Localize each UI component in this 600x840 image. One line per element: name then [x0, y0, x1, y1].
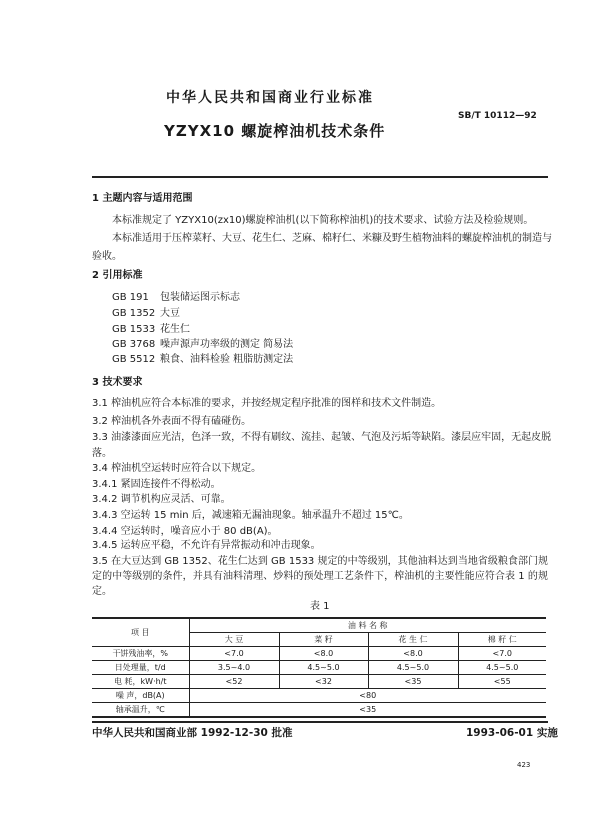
clause: 3.4.3 空运转 15 min 后，减速箱无漏油现象。轴承温升不超过 15℃。: [92, 510, 409, 521]
clause: 3.4.1 紧固连接件不得松动。: [92, 479, 221, 490]
standard-code: SB/T 10112—92: [458, 111, 537, 121]
section-3-heading: 3 技术要求: [92, 377, 143, 388]
clause: 定的中等级别的条件，并具有油料清理、炒料的预处理工艺条件下，榨油机的主要性能应符合表 1 的规: [92, 571, 548, 582]
clause: 3.1 榨油机应符合本标准的要求，并按经规定程序批准的图样和技术文件制造。: [92, 398, 442, 409]
reference-name: 大豆: [160, 308, 180, 319]
item-header: 项 目: [92, 618, 189, 647]
issuing-body: 中华人民共和国商业行业标准: [166, 90, 374, 106]
clause: 3.4.4 空运转时，噪音应小于 80 dB(A)。: [92, 526, 278, 537]
clause: 3.4.5 运转应平稳，不允许有异常振动和冲击现象。: [92, 540, 321, 551]
clause: 定。: [92, 586, 112, 597]
clause: 3.4 榨油机空运转时应符合以下规定。: [92, 463, 262, 474]
reference-code: GB 1533: [112, 324, 156, 335]
reference-code: GB 3768: [112, 339, 156, 350]
header-rule: [92, 176, 548, 178]
cell: <8.0: [279, 647, 368, 661]
reference-code: GB 1352: [112, 308, 156, 319]
row-label: 噪 声，dB(A): [92, 689, 189, 703]
column-header: 棉 籽 仁: [458, 633, 546, 647]
performance-table: [92, 617, 546, 718]
table-row: [92, 647, 546, 661]
reference-name: 花生仁: [160, 324, 190, 335]
clause: 落。: [92, 448, 112, 459]
column-header: 大 豆: [189, 633, 279, 647]
column-header: 菜 籽: [279, 633, 368, 647]
paragraph: 验收。: [92, 251, 122, 262]
row-label: 干饼残油率，%: [92, 647, 189, 661]
row-label: 日处理量，t/d: [92, 661, 189, 675]
section-1-heading: 1 主题内容与适用范围: [92, 193, 193, 204]
reference-name: 噪声源声功率级的测定 简易法: [160, 339, 294, 350]
cell: <35: [368, 675, 458, 689]
cell: <55: [458, 675, 546, 689]
cell: <35: [189, 703, 546, 718]
reference-name: 包装储运图示标志: [160, 292, 240, 303]
cell: <7.0: [189, 647, 279, 661]
paragraph: 本标准适用于压榨菜籽、大豆、花生仁、芝麻、棉籽仁、米糠及野生植物油料的螺旋榨油机的制造与: [112, 233, 552, 244]
clause: 3.5 在大豆达到 GB 1352、花生仁达到 GB 1533 规定的中等级别，其他油料达到当地省级粮食部门规: [92, 556, 548, 567]
table-caption: 表 1: [310, 601, 330, 612]
table-row: [92, 703, 546, 718]
group-header: 油 料 名 称: [189, 618, 546, 633]
section-2-heading: 2 引用标准: [92, 270, 143, 281]
cell: <80: [189, 689, 546, 703]
clause: 3.2 榨油机各外表面不得有磕碰伤。: [92, 416, 252, 427]
cell: <7.0: [458, 647, 546, 661]
column-header: 花 生 仁: [368, 633, 458, 647]
reference-name: 粮食、油料检验 粗脂肪测定法: [160, 354, 294, 365]
table-row: [92, 661, 546, 675]
table-row: [92, 689, 546, 703]
reference-code: GB 5512: [112, 354, 156, 365]
document-title: YZYX10 螺旋榨油机技术条件: [164, 122, 386, 140]
clause: 3.4.2 调节机构应灵活、可靠。: [92, 494, 231, 505]
row-label: 电 耗，kW·h/t: [92, 675, 189, 689]
approval-date: 中华人民共和国商业部 1992-12-30 批准: [92, 727, 293, 739]
cell: 4.5~5.0: [279, 661, 368, 675]
page-number: 423: [517, 761, 531, 769]
reference-code: GB 191: [112, 292, 149, 303]
cell: <52: [189, 675, 279, 689]
cell: <32: [279, 675, 368, 689]
cell: <8.0: [368, 647, 458, 661]
cell: 4.5~5.0: [368, 661, 458, 675]
paragraph: 本标准规定了 YZYX10(zx10)螺旋榨油机(以下简称榨油机)的技术要求、试验方法及检验规则。: [112, 215, 534, 226]
effective-date: 1993-06-01 实施: [466, 727, 558, 739]
cell: 4.5~5.0: [458, 661, 546, 675]
clause: 3.3 油漆漆面应光洁，色泽一致，不得有刷纹、流挂、起皱、气泡及污垢等缺陷。漆层应牢固，无起皮脱: [92, 432, 552, 443]
cell: 3.5~4.0: [189, 661, 279, 675]
footer-rule: [92, 721, 548, 723]
row-label: 轴承温升，℃: [92, 703, 189, 718]
table-row: [92, 675, 546, 689]
